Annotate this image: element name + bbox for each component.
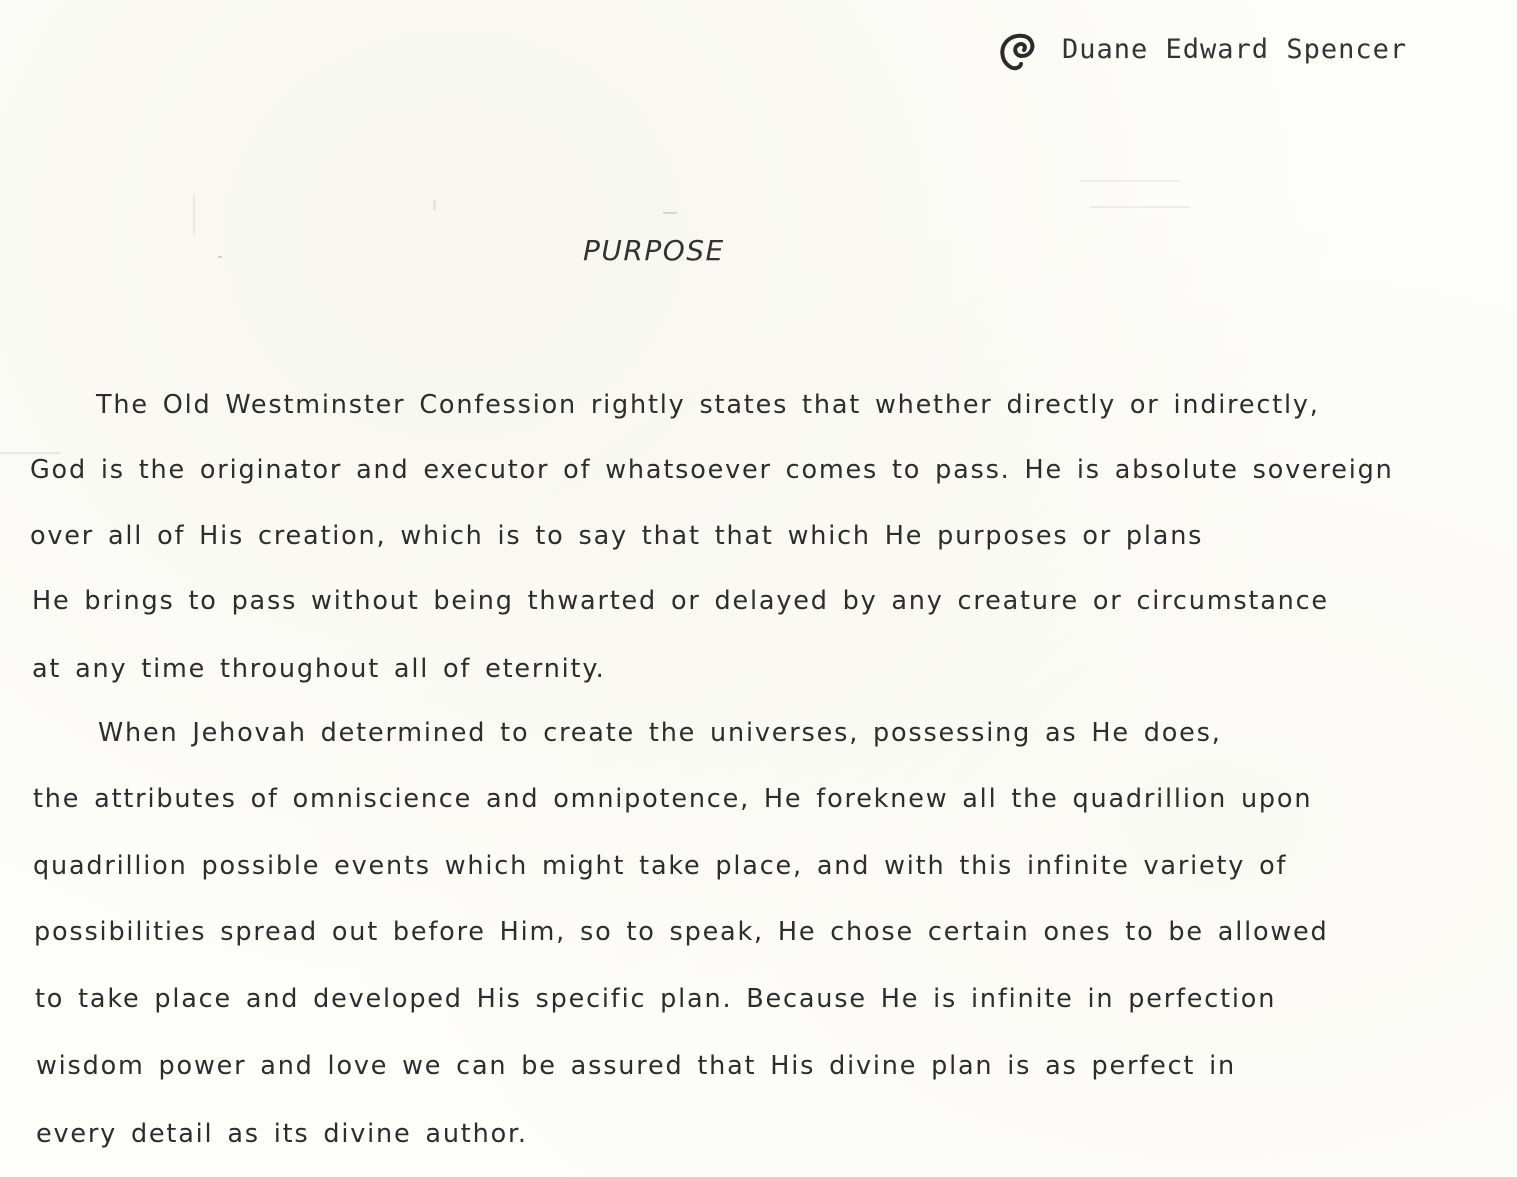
text-line: over all of His creation, which is to say that that which He purposes or plans: [30, 521, 1204, 551]
text-line: When Jehovah determined to create the universes, possessing as He does,: [98, 718, 1222, 748]
text-line: to take place and developed His specific plan. Because He is infinite in perfection: [35, 984, 1277, 1014]
text-line: at any time throughout all of eternity.: [32, 654, 606, 684]
text-line: wisdom power and love we can be assured that His divine plan is as perfect in: [36, 1051, 1236, 1081]
copyright-swirl-icon: [994, 26, 1048, 72]
page-title: PURPOSE: [583, 234, 725, 267]
author-line: [994, 24, 1407, 74]
author-name: Duane Edward Spencer: [1062, 33, 1408, 65]
text-line: the attributes of omniscience and omnipotence, He foreknew all the quadrillion upon: [33, 784, 1313, 814]
text-line: He brings to pass without being thwarted or delayed by any creature or circumstance: [32, 586, 1329, 616]
text-line: quadrillion possible events which might take place, and with this infinite variety of: [33, 851, 1288, 881]
text-line: every detail as its divine author.: [36, 1119, 528, 1149]
text-line: possibilities spread out before Him, so to speak, He chose certain ones to be allowed: [34, 917, 1329, 947]
text-line: God is the originator and executor of whatsoever comes to pass. He is absolute sovereign: [30, 455, 1394, 485]
text-line: The Old Westminster Confession rightly states that whether directly or indirectly,: [96, 390, 1320, 420]
